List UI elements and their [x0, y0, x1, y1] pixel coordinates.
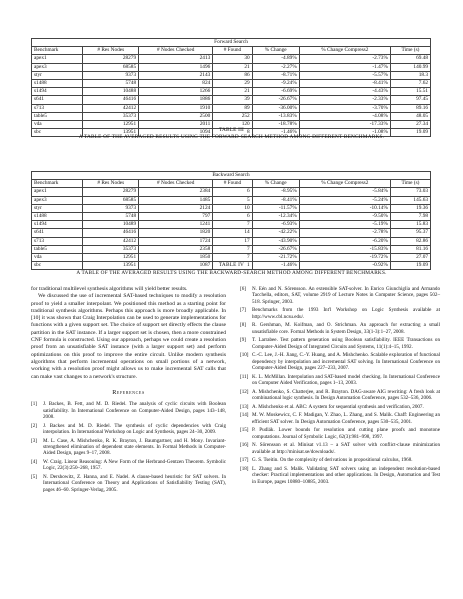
column-header: Time (s) [390, 47, 430, 55]
value-cell: 89.16 [390, 104, 430, 112]
column-header: Benchmark [32, 180, 83, 188]
value-cell: -11.57% [252, 204, 299, 212]
value-cell: -1.46% [252, 129, 299, 137]
value-cell: -19.72% [299, 254, 390, 262]
value-cell: -2.78% [299, 229, 390, 237]
column-header: # Res Nodes [83, 47, 139, 55]
reference-number: [8] [240, 322, 246, 329]
column-header: # Found [213, 180, 252, 188]
value-cell: -1.47% [299, 63, 390, 71]
benchmark-cell: apex1 [32, 188, 83, 196]
body-paragraph: for traditional multilevel synthesis algorithms will yield better results. [31, 286, 188, 292]
value-cell: 7.98 [390, 213, 430, 221]
reference-item [240, 286, 440, 305]
value-cell: 19.09 [390, 262, 430, 270]
reference-text: A. Mishchenko et al. ABC: A system for sequential synthesis and verification, 2007. [252, 403, 424, 410]
value-cell: -4.43% [299, 88, 390, 96]
reference-item [31, 459, 226, 472]
benchmark-cell: sbc [32, 129, 83, 137]
value-cell: 14 [213, 229, 252, 237]
value-cell: -6.20% [299, 237, 390, 245]
reference-item [31, 474, 226, 493]
value-cell: -6.93% [252, 221, 299, 229]
value-cell: 13951 [83, 129, 139, 137]
reference-item [240, 322, 440, 335]
value-cell: 1241 [139, 221, 213, 229]
reference-number: [16] [240, 442, 249, 449]
value-cell: -5.84% [299, 188, 390, 196]
reference-number: [13] [240, 403, 249, 410]
table-row [32, 245, 431, 253]
reference-item [31, 423, 226, 436]
reference-text: C.-C. Lee, J.-H. Jiang, C.-Y. Huang, and A. Mishchenko. Scalable exploration of functional dependency by interpolation and incremental SAT solving. In International Conference on Computer-Aided Design, pages 227–233, 2007. [252, 352, 440, 372]
reference-number: [2] [31, 422, 37, 429]
value-cell: -9.24% [252, 80, 299, 88]
table-caption: A TABLE OF THE AVERAGED RESULTS USING THE BACKWARD-SEARCH METHOD AMONG DIFFERENT BENCHMARKS. [76, 270, 387, 276]
benchmark-cell: vda [32, 121, 83, 129]
value-cell: -8.41% [299, 80, 390, 88]
value-cell: 9373 [83, 71, 139, 79]
reference-number: [10] [240, 352, 249, 359]
value-cell: 97.45 [390, 96, 430, 104]
reference-item [240, 389, 440, 402]
value-cell: 17 [213, 237, 252, 245]
value-cell: 252 [213, 112, 252, 120]
value-cell: 73.03 [390, 188, 430, 196]
reference-item [240, 442, 440, 455]
table-row [32, 88, 431, 96]
value-cell: 12951 [83, 254, 139, 262]
table-row [32, 71, 431, 79]
value-cell: 69.48 [390, 55, 430, 63]
column-header: # Res Nodes [83, 180, 139, 188]
value-cell: -1.46% [252, 262, 299, 270]
reference-number: [11] [240, 373, 249, 380]
value-cell: -21.72% [252, 254, 299, 262]
value-cell: 1094 [139, 129, 213, 137]
value-cell: 7.62 [390, 80, 430, 88]
value-cell: -5.24% [299, 196, 390, 204]
table-title: Forward Search [32, 39, 431, 47]
value-cell: 42412 [83, 104, 139, 112]
value-cell: 1496 [139, 63, 213, 71]
benchmark-cell: s1494 [32, 221, 83, 229]
value-cell: 82.86 [390, 237, 430, 245]
table-body [32, 188, 431, 270]
value-cell: -1.08% [299, 129, 390, 137]
value-cell: 10488 [83, 88, 139, 96]
reference-text: L. Zhang and S. Malik. Validating SAT solvers using an independent resolution-based checker: Practical implementations and other applications. In Design, Automation and Test in Europe, pages 10880–10885, 2003. [252, 466, 440, 485]
table-row [32, 55, 431, 63]
reference-item [240, 427, 440, 440]
value-cell: 35373 [83, 112, 139, 120]
reference-number: [4] [31, 458, 37, 465]
table-label: TABLE IV [218, 262, 245, 268]
table-label: TABLE III [218, 127, 245, 133]
reference-number: [17] [240, 457, 249, 464]
benchmark-cell: s713 [32, 237, 83, 245]
table-body [32, 55, 431, 137]
reference-text: A. Mishchenko, S. Chatterjee, and R. Brayton. DAG-aware AIG rewriting: A fresh look at combinational logic synthesis. In Design Automation Conference, pages 532–536, 2006. [252, 388, 440, 402]
value-cell: -8.95% [252, 188, 299, 196]
reference-text: Benchmarks from the 1993 Int'l Workshop on Logic Synthesis available at http://www.cbl.ncsu.edu/. [252, 307, 440, 320]
value-cell: 120 [213, 121, 252, 129]
reference-text: J. Backes, B. Fett, and M. D. Riedel. The analysis of cyclic circuits with Boolean satisfiability. In International Conference on Computer-Aided Design, pages 143–148, 2008. [43, 401, 226, 420]
table-row [32, 96, 431, 104]
value-cell: 6 [213, 213, 252, 221]
reference-number: [18] [240, 466, 249, 472]
table-row [32, 237, 431, 245]
value-cell: 2358 [139, 245, 213, 253]
benchmark-cell: styr [32, 71, 83, 79]
value-cell: 68585 [83, 196, 139, 204]
reference-item [240, 307, 440, 320]
value-cell: 30 [213, 55, 252, 63]
table-row [32, 229, 431, 237]
value-cell: 89 [213, 104, 252, 112]
reference-item [240, 374, 440, 387]
reference-number: [7] [240, 307, 246, 314]
table-row [32, 221, 431, 229]
value-cell: 2384 [139, 188, 213, 196]
value-cell: 15.51 [390, 88, 430, 96]
value-cell: -15.83% [299, 245, 390, 253]
table-row [32, 196, 431, 204]
value-cell: 68585 [83, 63, 139, 71]
value-cell: 46416 [83, 229, 139, 237]
column-header: % Change Compress2 [299, 47, 390, 55]
value-cell: -26.67% [252, 96, 299, 104]
benchmark-cell: vda [32, 254, 83, 262]
value-cell: 21 [213, 63, 252, 71]
reference-text: K. L. McMillan. Interpolation and SAT-based model checking. In International Conference on Computer Aided Verification, pages 1–13, 2003. [252, 373, 440, 387]
table-row [32, 188, 431, 196]
value-cell: 42412 [83, 237, 139, 245]
column-header: # Nodes Checked [139, 180, 213, 188]
reference-text: N. Dershowitz, Z. Hanna, and E. Nadel. A clause-based heuristic for SAT solvers. In International Conference on Theory and Applications of Satisfiability Testing (SAT), pages 46–60. Springer-Verlag, 2005. [43, 473, 226, 493]
benchmark-cell: apex3 [32, 196, 83, 204]
forward-search-table [31, 38, 431, 137]
value-cell: 13951 [83, 262, 139, 270]
benchmark-cell: styr [32, 204, 83, 212]
value-cell: 5748 [83, 80, 139, 88]
value-cell: 10489 [83, 221, 139, 229]
column-header: Time (s) [390, 180, 430, 188]
value-cell: 5 [213, 196, 252, 204]
value-cell: -17.33% [299, 121, 390, 129]
value-cell: 12951 [83, 121, 139, 129]
value-cell: -9.50% [299, 213, 390, 221]
reference-number: [14] [240, 412, 249, 419]
references-heading: References [112, 388, 145, 396]
value-cell: 19.09 [390, 129, 430, 137]
value-cell: 1910 [139, 104, 213, 112]
body-paragraph: We discussed the use of incremental SAT-based techniques to modify a resolution proof to yield a smaller interpolant. We positioned this method as a starting point for traditional synthesis algorithms. Perhaps this approach is more broadly applicable. In [10] it was shown that Craig Interpolation can be used to generate implementations for functions with a given support set. The choice of support set directly effects the clause partition in the SAT instance. If a larger support set is chosen, then a more constrained CNF formula is constructed. Using our approach, perhaps we could create a resolution proof from an unsatisfiable SAT instance (with a larger support set) and perform optimizations on this proof to improve the entire circuit. Unlike modern synthesis algorithms that perform incremental operations on small portions of a network, working with a resolution proof might allows us to make incremental SAT calls that can make vast changes to a network's structure. [31, 293, 226, 380]
value-cell: -18.78% [252, 121, 299, 129]
reference-text: N. Eén and N. Sörensson. An extensible SAT-solver. In Enrico Giunchiglia and Armando Tacchella, editors, SAT, volume 2919 of Lecture Notes in Computer Science, pages 502–518. Springer, 2003. [252, 286, 440, 305]
column-header: % Change Compress2 [299, 180, 390, 188]
value-cell: -2.33% [299, 96, 390, 104]
reference-item [240, 352, 440, 371]
value-cell: 5748 [83, 213, 139, 221]
reference-list [240, 286, 440, 485]
value-cell: -6.69% [252, 88, 299, 96]
value-cell: 28279 [83, 188, 139, 196]
value-cell: 2500 [139, 112, 213, 120]
benchmark-cell: s1488 [32, 213, 83, 221]
reference-number: [9] [240, 337, 246, 344]
value-cell: 1266 [139, 88, 213, 96]
left-column [31, 286, 226, 495]
benchmark-cell: s1494 [32, 88, 83, 96]
table-row [32, 104, 431, 112]
reference-number: [15] [240, 427, 249, 434]
value-cell: 824 [139, 80, 213, 88]
value-cell: -2.27% [252, 63, 299, 71]
value-cell: 18.3 [390, 71, 430, 79]
value-cell: -36.00% [252, 104, 299, 112]
benchmark-cell: apex1 [32, 55, 83, 63]
value-cell: -10.14% [299, 204, 390, 212]
value-cell: 10 [213, 204, 252, 212]
value-cell: -5.19% [299, 221, 390, 229]
value-cell: -26.67% [252, 245, 299, 253]
value-cell: -0.92% [299, 262, 390, 270]
header-row [32, 47, 431, 55]
column-header: # Nodes Checked [139, 47, 213, 55]
value-cell: -8.71% [252, 71, 299, 79]
reference-item [240, 412, 440, 425]
column-header: Benchmark [32, 47, 83, 55]
value-cell: 9373 [83, 204, 139, 212]
value-cell: 1724 [139, 237, 213, 245]
reference-text: J. Backes and M. D. Riedel. The synthesis of cyclic dependencies with Craig interpolation. In International Workshop on Logic and Synthesis, pages 24–30, 2009. [43, 422, 226, 435]
value-cell: -13.83% [252, 112, 299, 120]
table-row [32, 254, 431, 262]
table-row [32, 63, 431, 71]
value-cell: 1850 [139, 254, 213, 262]
value-cell: 1485 [139, 196, 213, 204]
value-cell: -4.08% [299, 112, 390, 120]
table-title: Backward Search [32, 172, 431, 180]
benchmark-cell: s641 [32, 229, 83, 237]
value-cell: -42.22% [252, 229, 299, 237]
reference-list [31, 401, 226, 493]
table-row [32, 112, 431, 120]
value-cell: 7 [213, 221, 252, 229]
value-cell: 29 [213, 80, 252, 88]
table-backward-search [31, 171, 431, 270]
value-cell: 140.99 [390, 63, 430, 71]
reference-item [240, 466, 440, 485]
benchmark-cell: s713 [32, 104, 83, 112]
reference-item [240, 404, 440, 410]
reference-number: [3] [31, 437, 37, 444]
value-cell: -5.57% [299, 71, 390, 79]
value-cell: 86 [213, 71, 252, 79]
reference-text: N. Sörensson et al. Minisat v1.13 – a SAT solver with conflict-clause minimization available at http://minisat.se/downloads/. [252, 442, 440, 455]
value-cell: -12.34% [252, 213, 299, 221]
value-cell: 797 [139, 213, 213, 221]
table-row [32, 80, 431, 88]
reference-number: [5] [31, 473, 37, 480]
header-row [32, 180, 431, 188]
value-cell: 2011 [139, 121, 213, 129]
reference-text: W. Craig. Linear Reasoning: A New Form of the Herbrand-Gentzen Theorem. Symbolic Logic, 22(3):250–268, 1957. [43, 458, 226, 472]
value-cell: 28279 [83, 55, 139, 63]
reference-item [240, 337, 440, 350]
column-header: % Change [252, 47, 299, 55]
benchmark-cell: s1488 [32, 80, 83, 88]
right-column [240, 286, 440, 487]
table-forward-search [31, 38, 431, 137]
value-cell: 1 [213, 262, 252, 270]
value-cell: 95.37 [390, 229, 430, 237]
value-cell: -4.89% [252, 55, 299, 63]
value-cell: 2143 [139, 71, 213, 79]
reference-item [31, 438, 226, 457]
value-cell: 81.16 [390, 245, 430, 253]
value-cell: 7 [213, 254, 252, 262]
reference-text: R. Gershman, M. Koifman, and O. Strichman. An approach for extracting a small unsatisfiable core. Formal Methods in System Design, 33(1-3):1–27, 2008. [252, 322, 440, 335]
reference-item [240, 457, 440, 463]
value-cell: 27.34 [390, 121, 430, 129]
value-cell: 6 [213, 188, 252, 196]
value-cell: 2124 [139, 204, 213, 212]
value-cell: 1820 [139, 229, 213, 237]
value-cell: 145.63 [390, 196, 430, 204]
benchmark-cell: table5 [32, 245, 83, 253]
benchmark-cell: apex3 [32, 63, 83, 71]
value-cell: 46416 [83, 96, 139, 104]
value-cell: 21 [213, 88, 252, 96]
reference-number: [12] [240, 388, 249, 395]
value-cell: -3.70% [299, 104, 390, 112]
value-cell: 39 [213, 96, 252, 104]
reference-text: P. Pudlák. Lower bounds for resolution and cutting plane proofs and monotone computations. Journal of Symbolic Logic, 62(3):981–998, 1997. [252, 427, 440, 440]
benchmark-cell: sbc [32, 262, 83, 270]
value-cell: -2.73% [299, 55, 390, 63]
value-cell: 8 [213, 129, 252, 137]
table-row [32, 204, 431, 212]
value-cell: 1886 [139, 96, 213, 104]
column-header: % Change [252, 180, 299, 188]
value-cell: 2413 [139, 55, 213, 63]
value-cell: 48.05 [390, 112, 430, 120]
reference-text: T. Larrabee. Test pattern generation using Boolean satisfiability. IEEE Transactions on Computer-Aided Design of Integrated Circuits and Systems, 11(1):4–15, 1992. [252, 337, 440, 350]
table-row [32, 213, 431, 221]
value-cell: 15.83 [390, 221, 430, 229]
value-cell: -43.90% [252, 237, 299, 245]
benchmark-cell: table5 [32, 112, 83, 120]
reference-text: M. W. Moskewicz, C. F. Madigan, Y. Zhao, L. Zhang, and S. Malik. Chaff: Engineering an efficient SAT solver. In Design Automation Conference, pages 530–535, 2001. [252, 412, 440, 425]
value-cell: 27.07 [390, 254, 430, 262]
reference-number: [6] [240, 286, 246, 292]
value-cell: 35373 [83, 245, 139, 253]
table-caption: A TABLE OF THE AVERAGED RESULTS USING THE FORWARD-SEARCH METHOD AMONG DIFFERENT BENCHMARKS. [78, 134, 385, 140]
column-header: # Found [213, 47, 252, 55]
backward-search-table [31, 171, 431, 270]
reference-number: [1] [31, 401, 37, 408]
reference-text: G. S. Tseitin. On the complexity of derivations in propositional calculus, 1968. [252, 457, 413, 464]
reference-text: M. L. Case, A. Mishchenko, R. K. Brayton, J. Baumgartner, and H. Mony. Invariant-strengthened elimination of dependent state elements. In Formal Methods in Computer-Aided Design, pages 9–17, 2008. [43, 437, 226, 457]
value-cell: 1087 [139, 262, 213, 270]
value-cell: -8.41% [252, 196, 299, 204]
value-cell: 19.36 [390, 204, 430, 212]
value-cell: 7 [213, 245, 252, 253]
reference-item [31, 401, 226, 420]
benchmark-cell: s641 [32, 96, 83, 104]
